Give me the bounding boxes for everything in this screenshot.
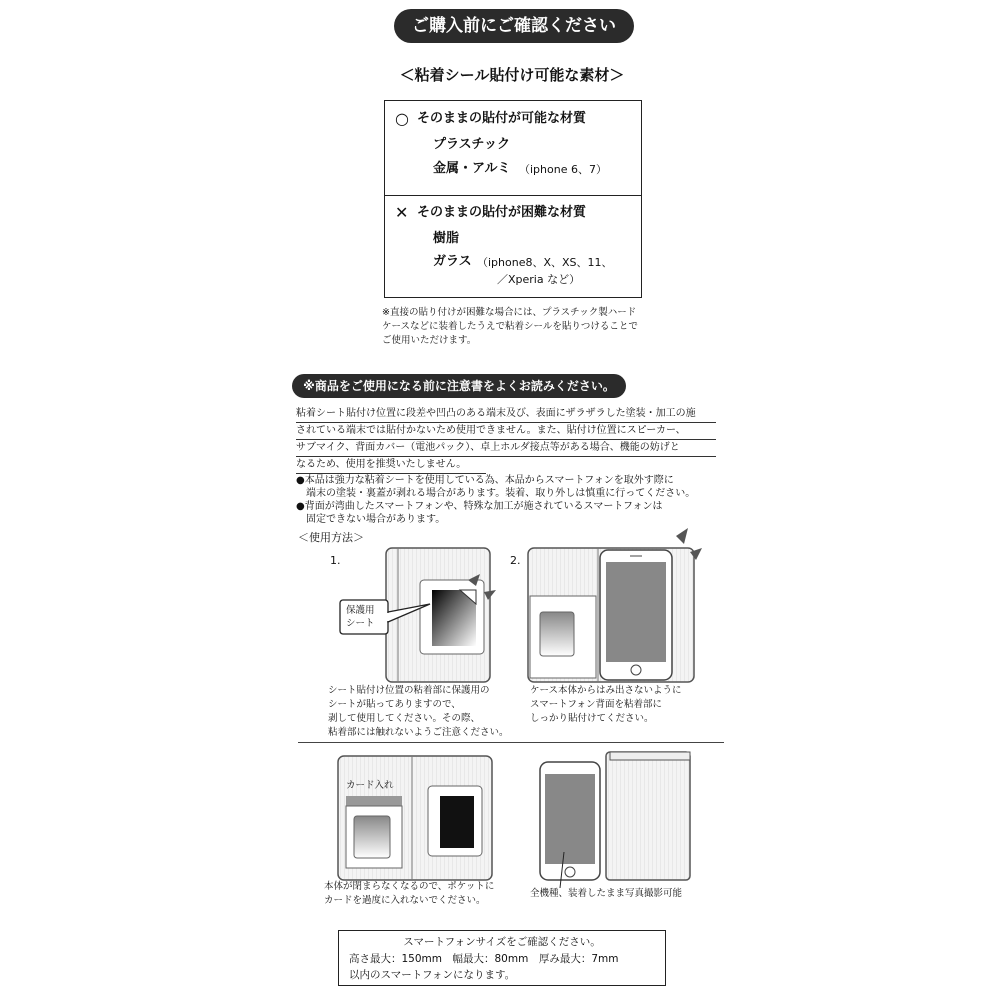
section-title: ＜粘着シール貼付け可能な素材＞ [399,66,625,84]
caption-line: 本体が閉まらなくなるので、ポケットに [324,881,495,892]
step2-caption [530,684,682,726]
ng-title: そのままの貼付が困難な材質 [417,205,587,220]
bullet-line: 端末の塗装・裏蓋が剥れる場合があります。装着、取り外しは慎重に行ってください。 [296,488,696,499]
camera-illustration [540,752,690,888]
ng-note-line2: ／Xperia など） [497,273,581,286]
caption-line: シート貼付け位置の粘着部に保護用の [328,685,490,696]
notice-line: なるため、使用を推奨いたしません。 [296,457,486,474]
camera-caption: 全機種、装着したまま写真撮影可能 [530,888,683,899]
card-pocket-illustration [338,756,492,880]
callout-text [346,604,375,630]
step2-number: 2. [510,554,521,567]
step2-case-illustration [528,528,702,682]
footnote-line: ケースなどに装着したうえで粘着シールを貼りつけることで [382,321,638,332]
callout-line1: 保護用 [346,605,375,616]
notice-line: 粘着シート貼付け位置に段差や凹凸のある端末及び、表面にザラザラした塗装・加工の施 [296,406,716,423]
ok-item-plastic: プラスチック [433,137,510,152]
header-pill: ご購入前にご確認ください [394,9,634,43]
callout-line2: シート [346,618,375,629]
ng-note-line1: （iphone8、X、XS、11、 [477,256,613,269]
notice-pill: ※商品をご使用になる前に注意書をよくお読みください。 [292,374,626,398]
notice-line: されている端末では貼付かないため使用できません。また、貼付け位置にスピーカー、 [296,423,716,440]
ok-item-metal: 金属・アルミ [433,161,511,176]
ng-item-resin: 樹脂 [433,231,460,246]
size-box [338,930,666,986]
notice-line: サブマイク、背面カバー（電池パック）、卓上ホルダ接点等がある場合、機能の妨げと [296,440,716,457]
bullet-line: 固定できない場合があります。 [296,514,446,525]
caption-line: シートが貼ってありますので、 [328,699,461,710]
caption-line: しっかり貼付けてください。 [530,713,654,724]
size-box-title: スマートフォンサイズをご確認ください。 [403,936,601,948]
ng-symbol: ✕ [395,203,409,222]
bullet-line: ●本品は強力な粘着シートを使用している為、本品からスマートフォンを取外す際に [296,475,674,486]
size-box-dimensions: 高さ最大：150mm 幅最大：80mm 厚み最大：7mm [349,953,619,965]
bullet-line: ●背面が湾曲したスマートフォンや、特殊な加工が施されているスマートフォンは [296,501,663,512]
caption-line: スマートフォン背面を粘着部に [530,699,663,710]
step1-caption [328,684,509,740]
caption-line: ケース本体からはみ出さないように [530,685,682,696]
caption-line: 粘着部には触れないようご注意ください。 [328,727,509,738]
ok-title: そのままの貼付が可能な材質 [417,111,587,126]
caption-line: カードを過度に入れないでください。 [324,895,486,906]
card-caption [324,880,494,908]
footnote-line: ご使用いただけます。 [382,335,477,346]
caption-line: 剥して使用してください。その際、 [328,713,481,724]
card-pocket-label: カード入れ [346,780,394,791]
ok-symbol: ○ [395,109,409,128]
ng-item-glass: ガラス [433,254,472,269]
footnote-line: ※直接の貼り付けが困難な場合には、プラスチック製ハード [382,307,637,318]
ok-note: （iphone 6、7） [519,163,607,176]
size-box-note: 以内のスマートフォンになります。 [349,969,516,981]
step1-number: 1. [330,554,341,567]
usage-title: ＜使用方法＞ [298,531,364,544]
usage-divider [298,742,724,743]
